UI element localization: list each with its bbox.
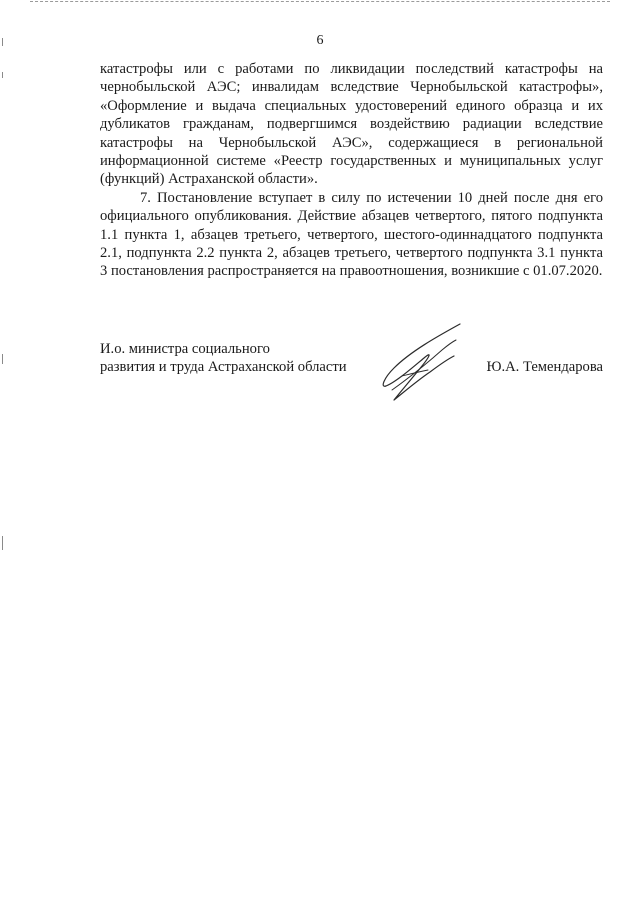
document-body [100,60,603,281]
paragraph-continuation: катастрофы или с работами по ликвидации последствий катастрофы на чернобыльской АЭС; инвалидам вследствие Чернобыльской катастрофы», «Оформление и выдача специальных удостоверений единого образца и их дубликатов гражданам, подвергшимся воздействию радиации вследствие катастрофы на Чернобыльской АЭС», содержащиеся в региональной информационной системе «Реестр государственных и муниципальных услуг (функций) Астраханской области». [100,61,603,188]
signatory-title-line-1: И.о. министра социального [100,341,270,357]
signature-block [100,340,603,410]
signatory-title-line-2: развития и труда Астраханской области [100,359,347,376]
signatory-title [100,340,400,377]
handwritten-signature-icon [372,320,472,410]
page-number: 6 [316,33,324,48]
scan-artifact-edge [2,536,3,550]
scan-artifact-top [30,1,610,2]
paragraph-item-7: 7. Постановление вступает в силу по истечении 10 дней после дня его официального опубликования. Действие абзацев четвертого, пятого подпункта 1.1 пункта 1, абзацев третьего, четвертого, шестого-одиннадцатого подпункта 2.1, подпункта 2.2 пункта 2, абзацев третьего, четвертого подпункта 3.1 пункта 3 постановления распространяется на правоотношения, возникшие с 01.07.2020. [100,189,603,280]
scan-artifact-edge [2,354,3,364]
signatory-name: Ю.А. Темендарова [486,359,603,376]
scan-artifact-edge [2,72,3,78]
